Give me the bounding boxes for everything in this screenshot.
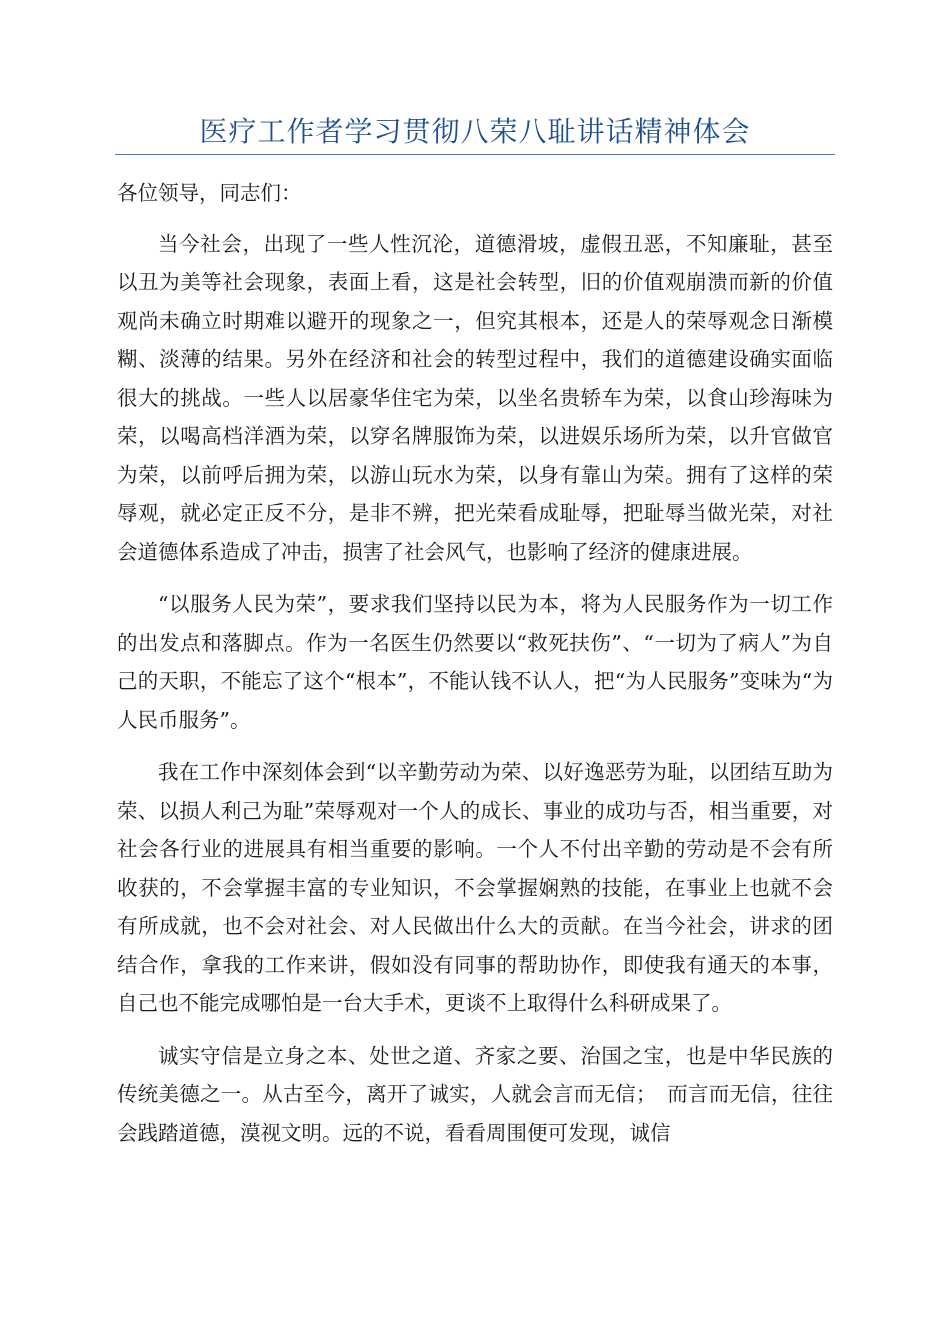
paragraph-1: 当今社会，出现了一些人性沉沦，道德滑坡，虚假丑恶，不知廉耻，甚至以丑为美等社会现象，表面上看，这是社会转型，旧的价值观崩溃而新的价值观尚未确立时期难以避开的现象之一，但究其根本，还是人的荣辱观念日渐模糊、淡薄的结果。另外在经济和社会的转型过程中，我们的道德建设确实面临很大的挑战。一些人以居豪华住宅为荣，以坐名贵轿车为荣，以食山珍海味为荣，以喝高档洋酒为荣，以穿名牌服饰为荣，以进娱乐场所为荣，以升官做官为荣，以前呼后拥为荣，以游山玩水为荣，以身有靠山为荣。拥有了这样的荣辱观，就必定正反不分，是非不辨，把光荣看成耻辱，把耻辱当做光荣，对社会道德体系造成了冲击，损害了社会风气，也影响了经济的健康进展。	[117, 231, 833, 564]
paragraph-4: 诚实守信是立身之本、处世之道、齐家之要、治国之宝，也是中华民族的传统美德之一。从古至今，离开了诚实，人就会言而无信； 而言而无信，往往会践踏道德，漠视文明。远的不说，看看周围便可发现，诚信	[117, 1043, 833, 1145]
paragraph-2: “以服务人民为荣”，要求我们坚持以民为本，将为人民服务作为一切工作的出发点和落脚点。作为一名医生仍然要以“救死扶伤”、“一切为了病人”为自己的天职，不能忘了这个“根本”，不能认钱不认人，把“为人民服务”变味为“为人民币服务”。	[117, 592, 833, 732]
title-underline	[115, 154, 835, 155]
document-title: 医疗工作者学习贯彻八荣八耻讲话精神体会	[199, 115, 751, 148]
paragraph-3: 我在工作中深刻体会到“以辛勤劳动为荣、以好逸恶劳为耻，以团结互助为荣、以损人利己为耻”荣辱观对一个人的成长、事业的成功与否，相当重要，对社会各行业的进展具有相当重要的影响。一个人不付出辛勤的劳动是不会有所收获的，不会掌握丰富的专业知识，不会掌握娴熟的技能，在事业上也就不会有所成就，也不会对社会、对人民做出什么大的贡献。在当今社会，讲求的团结合作，拿我的工作来讲，假如没有同事的帮助协作，即使我有通天的本事，自己也不能完成哪怕是一台大手术，更谈不上取得什么科研成果了。	[117, 760, 833, 1015]
document-body	[117, 174, 833, 1166]
salutation: 各位领导，同志们：	[117, 181, 302, 205]
